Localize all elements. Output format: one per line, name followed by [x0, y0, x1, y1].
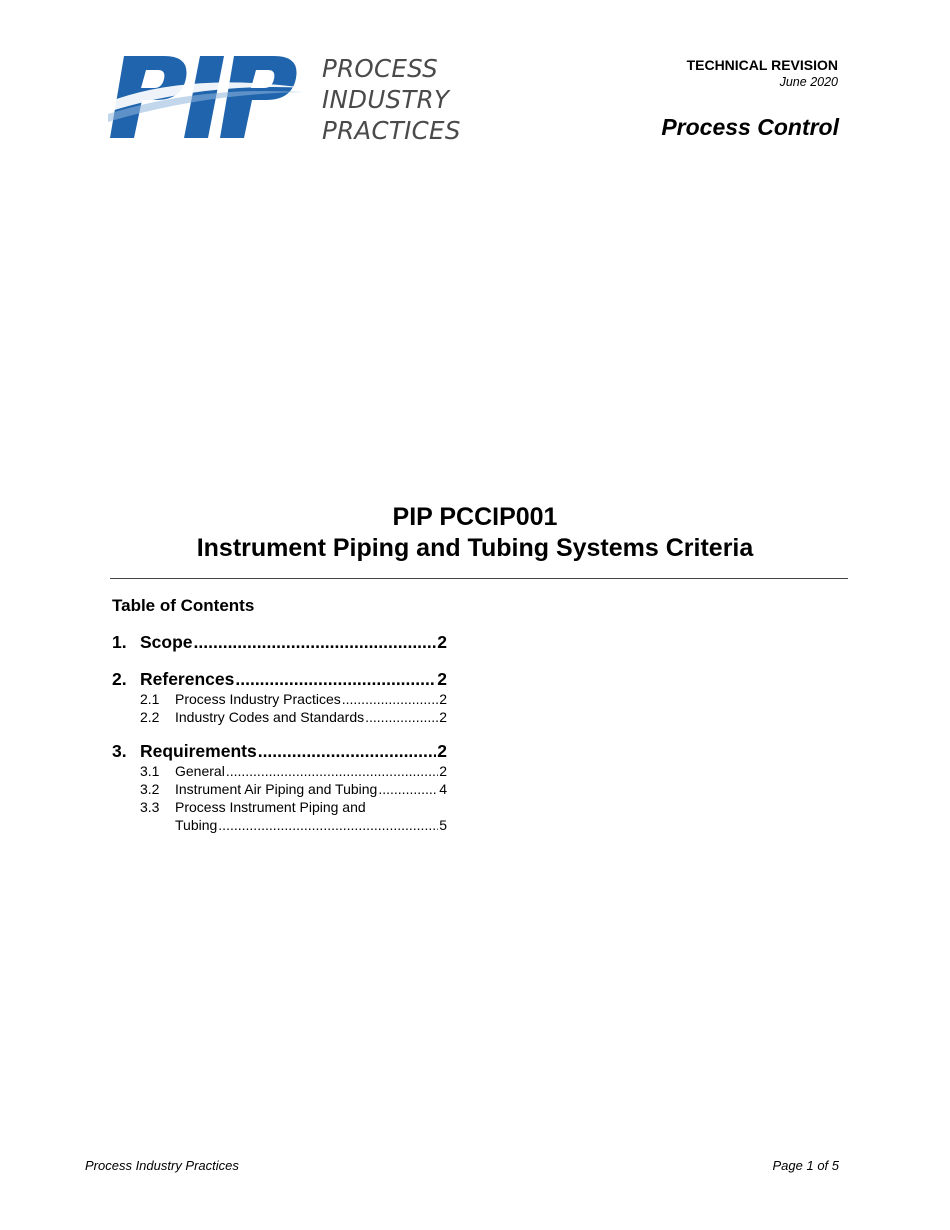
- footer-organization: Process Industry Practices: [85, 1158, 239, 1173]
- toc-section-title: Scope: [140, 632, 193, 652]
- toc-section-number: 3.: [112, 741, 127, 761]
- toc-leader: [365, 709, 438, 725]
- toc-leader: [378, 781, 438, 797]
- toc-subsection-3-2[interactable]: [140, 781, 447, 797]
- toc-page-number: 2: [439, 709, 447, 725]
- toc-subsection-title: Process Industry Practices: [175, 691, 341, 707]
- toc-page-number: 2: [439, 763, 447, 779]
- toc-subsection-number: 3.1: [140, 763, 160, 779]
- toc-section-number: 1.: [112, 632, 127, 652]
- toc-leader: [218, 817, 438, 833]
- toc-section-scope[interactable]: [112, 632, 447, 653]
- document-category: Process Control: [661, 114, 839, 140]
- revision-label: TECHNICAL REVISION: [686, 57, 838, 73]
- toc-page-number: 2: [437, 741, 447, 761]
- toc-section-references[interactable]: [112, 669, 447, 690]
- pip-logo-mark: [108, 52, 308, 144]
- toc-subsection-title: Instrument Air Piping and Tubing: [175, 781, 378, 797]
- toc-subsection-title: Process Instrument Piping and: [175, 799, 366, 815]
- toc-page-number: 2: [437, 632, 447, 652]
- document-number: PIP PCCIP001: [392, 503, 558, 531]
- logo-line-industry: INDUSTRY: [322, 85, 450, 114]
- toc-leader: [194, 632, 437, 653]
- toc-page-number: 5: [439, 817, 447, 833]
- toc-subsection-title-continued: Tubing: [175, 817, 218, 833]
- toc-subsection-3-1[interactable]: [140, 763, 447, 779]
- toc-subsection-number: 2.1: [140, 691, 160, 707]
- toc-page-number: 2: [437, 669, 447, 689]
- footer-page-number: Page 1 of 5: [772, 1158, 839, 1173]
- toc-section-number: 2.: [112, 669, 127, 689]
- logo-wordmark: [322, 53, 461, 146]
- revision-date: June 2020: [779, 75, 838, 89]
- toc-subsection-number: 3.2: [140, 781, 160, 797]
- title-divider: [110, 578, 848, 579]
- document-title: Instrument Piping and Tubing Systems Criteria: [196, 534, 754, 562]
- toc-subsection-2-1[interactable]: [140, 691, 447, 707]
- toc-subsection-2-2[interactable]: [140, 709, 447, 725]
- toc-leader: [342, 691, 438, 707]
- toc-page-number: 4: [439, 781, 447, 797]
- toc-leader: [235, 669, 436, 690]
- toc-subsection-number: 2.2: [140, 709, 160, 725]
- toc-section-title: References: [140, 669, 235, 689]
- toc-section-requirements[interactable]: [112, 741, 447, 762]
- toc-leader: [226, 763, 438, 779]
- toc-subsection-3-3-continued[interactable]: [175, 817, 447, 833]
- logo-line-practices: PRACTICES: [322, 116, 461, 145]
- toc-subsection-title: Industry Codes and Standards: [175, 709, 365, 725]
- toc-leader: [258, 741, 437, 762]
- logo-line-process: PROCESS: [322, 54, 438, 83]
- toc-subsection-number: 3.3: [140, 799, 160, 815]
- toc-heading: Table of Contents: [112, 596, 255, 615]
- toc-subsection-title: General: [175, 763, 225, 779]
- toc-page-number: 2: [439, 691, 447, 707]
- toc-subsection-3-3[interactable]: [140, 799, 447, 815]
- toc-section-title: Requirements: [140, 741, 257, 761]
- pip-logo: [108, 52, 478, 144]
